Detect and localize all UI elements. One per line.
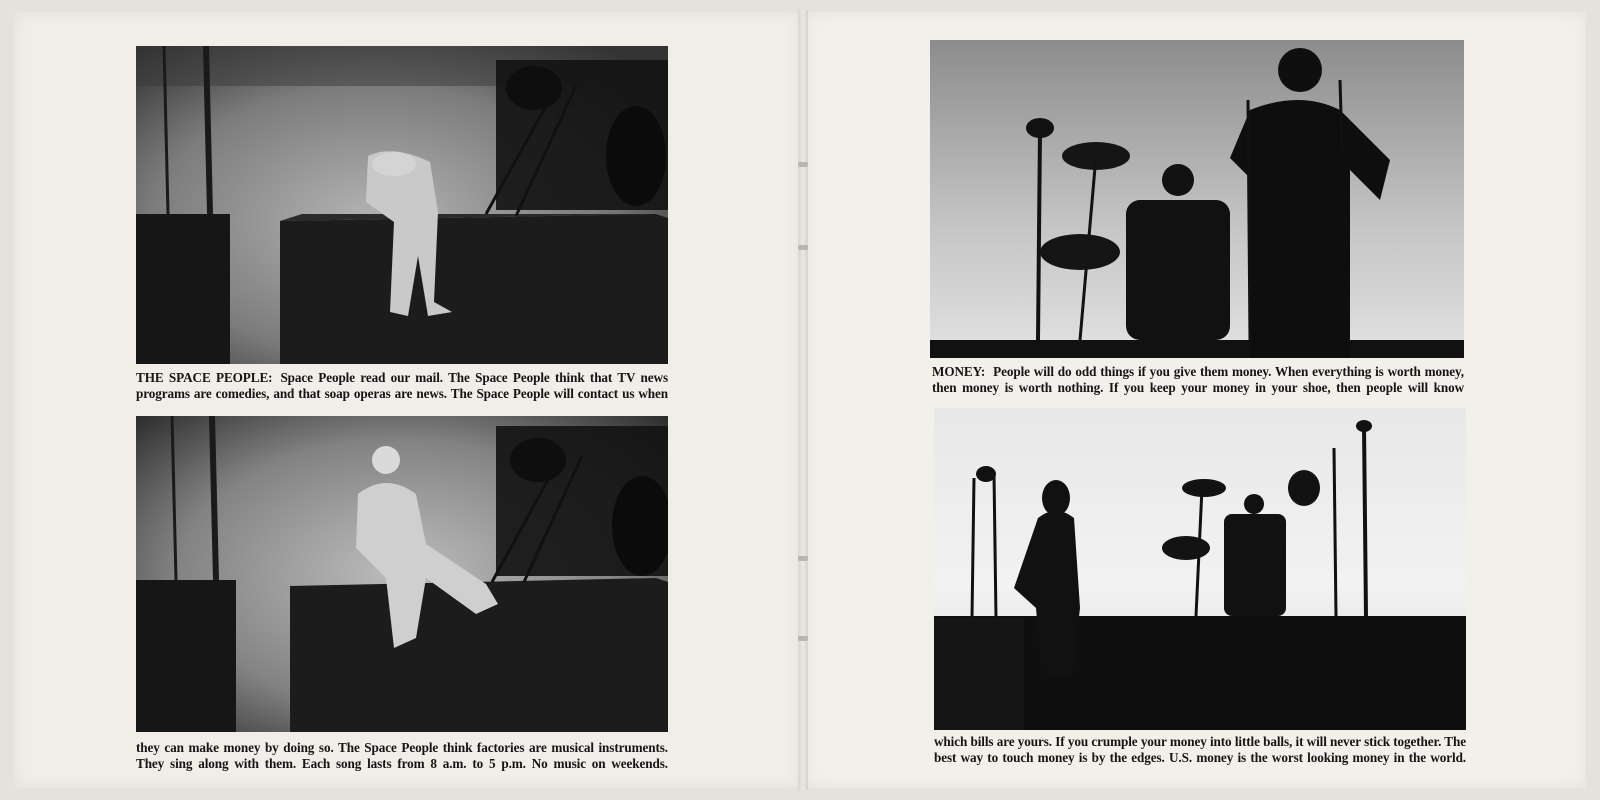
caption-money-bottom — [934, 734, 1466, 766]
caption-heading: THE SPACE PEOPLE: — [136, 370, 273, 385]
caption-space-people-top — [136, 370, 668, 402]
booklet-gutter — [798, 10, 808, 790]
caption-space-people-bottom — [136, 740, 668, 772]
photo-performer-slumped-on-box — [136, 46, 668, 364]
caption-line: programs are comedies, and that soap operas are news. The Space People will contact us when — [136, 386, 668, 401]
caption-line: Space People read our mail. The Space People think that TV news — [280, 370, 668, 385]
caption-line: People will do odd things if you give them money. When everything is worth money, — [993, 364, 1464, 379]
caption-line: then money is worth nothing. If you keep your money in your shoe, then people will know — [932, 380, 1464, 395]
photo-band-silhouette-drummer-singer — [930, 40, 1464, 358]
staple — [798, 162, 808, 167]
staple — [798, 245, 808, 250]
photo-band-silhouette-stage — [934, 408, 1466, 730]
caption-line: which bills are yours. If you crumple your money into little balls, it will never stick together. The — [934, 734, 1466, 749]
caption-line: they can make money by doing so. The Space People think factories are musical instruments. — [136, 740, 668, 755]
staple — [798, 556, 808, 561]
photo-performer-seated-singing — [136, 416, 668, 732]
caption-money-top — [932, 364, 1464, 396]
staple — [798, 636, 808, 641]
caption-heading: MONEY: — [932, 364, 986, 379]
caption-line: They sing along with them. Each song lasts from 8 a.m. to 5 p.m. No music on weekends. — [136, 756, 668, 771]
caption-line: best way to touch money is by the edges. U.S. money is the worst looking money in the world. — [934, 750, 1466, 765]
